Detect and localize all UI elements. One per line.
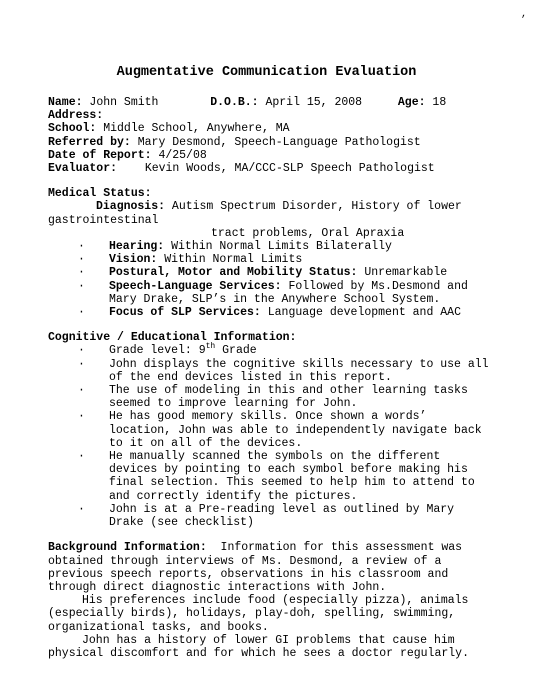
- evaluator-line: [48, 162, 518, 175]
- address-label: Address:: [48, 109, 104, 123]
- bullet-icon: ·: [78, 410, 85, 424]
- name-line: [48, 96, 518, 109]
- diagnosis-line-3: tract problems, Oral Apraxia: [211, 226, 405, 240]
- dob-value: April 15, 2008: [265, 96, 363, 109]
- dob-label: D.O.B.:: [210, 96, 259, 109]
- diagnosis-value: Autism Spectrum Disorder, History of lower: [171, 200, 462, 214]
- bullet-icon: ·: [78, 253, 85, 267]
- age-value: 18: [432, 96, 447, 109]
- bullet-icon: ·: [78, 240, 85, 254]
- background-paragraph-3: John has a history of lower GI problems that cause him physical discomfort and for which he sees a doctor regularly.: [48, 633, 469, 660]
- diagnosis-line-2: gastrointestinal: [48, 213, 159, 227]
- bullet-icon: ·: [78, 306, 85, 320]
- report-date-label: Date of Report:: [48, 148, 152, 162]
- evaluator-label: Evaluator:: [48, 162, 118, 176]
- document-title: Augmentative Communication Evaluation: [116, 65, 417, 80]
- school-value: Middle School, Anywhere, MA: [103, 122, 290, 136]
- diagnosis-line: [48, 200, 518, 213]
- name-value: John Smith: [89, 96, 159, 109]
- diagnosis-label: Diagnosis:: [96, 200, 166, 214]
- list-item: · John is at a Pre-reading level as outlined by Mary Drake (see checklist): [78, 502, 455, 530]
- evaluator-value: Kevin Woods, MA/CCC-SLP Speech Pathologist: [144, 162, 435, 176]
- report-date-line: [48, 149, 518, 162]
- referred-line: [48, 136, 518, 149]
- medical-list: [48, 240, 518, 319]
- school-label: School:: [48, 122, 97, 136]
- medical-heading: Medical Status:: [48, 187, 152, 201]
- list-item: · Speech-Language Services: Followed by Ms.Desmond and Mary Drake, SLP’s in the Anywhere School System.: [78, 279, 468, 306]
- document-body: [48, 96, 518, 660]
- list-item: · Postural, Motor and Mobility Status: Unremarkable: [78, 266, 448, 280]
- background-heading: Background Information:: [48, 541, 207, 555]
- cognitive-heading: Cognitive / Educational Information:: [48, 331, 297, 345]
- name-label: Name:: [48, 96, 83, 109]
- list-item: · Focus of SLP Services: Language development and AAC: [78, 306, 461, 320]
- background-paragraph-2: His preferences include food (especially pizza), animals (especially birds), holidays, play-doh, spelling, swimming, organizational tasks, and books.: [48, 594, 469, 634]
- bullet-icon: ·: [78, 357, 85, 371]
- address-line: [48, 109, 518, 122]
- bullet-icon: ·: [78, 279, 85, 293]
- list-item: · Grade level: 9th Grade: [78, 342, 257, 358]
- referred-value: Mary Desmond, Speech-Language Pathologist: [137, 135, 421, 149]
- bullet-icon: ·: [78, 450, 85, 464]
- school-line: [48, 122, 518, 135]
- list-item: · He has good memory skills. Once shown a words’ location, John was able to independently navigate back to it on all of the devices.: [78, 410, 482, 450]
- referred-label: Referred by:: [48, 135, 131, 149]
- bullet-icon: ·: [78, 344, 85, 358]
- bullet-icon: ·: [78, 502, 85, 516]
- bullet-icon: ·: [78, 266, 85, 280]
- age-label: Age:: [397, 96, 426, 109]
- list-item: · Hearing: Within Normal Limits Bilaterally: [78, 240, 392, 254]
- bullet-icon: ·: [78, 384, 85, 398]
- corner-mark: ,: [521, 9, 528, 20]
- list-item: · John displays the cognitive skills necessary to use all of the end devices listed in this report.: [78, 357, 489, 384]
- list-item: · Vision: Within Normal Limits: [78, 253, 303, 267]
- list-item: · He manually scanned the symbols on the different devices by pointing to each symbol before making his final selection. This seemed to help him to attend to and correctly identify the pictures.: [78, 450, 475, 503]
- cognitive-list: [48, 344, 518, 529]
- report-date-value: 4/25/08: [158, 148, 207, 162]
- background-paragraph-1: Background Information: Information for this assessment was obtained through interviews of Ms. Desmond, a review of a previous speech reports, observations in his classroom and through direct diagnostic interactions with John.: [48, 541, 463, 594]
- list-item: · The use of modeling in this and other learning tasks seemed to improve learning for John.: [78, 384, 468, 411]
